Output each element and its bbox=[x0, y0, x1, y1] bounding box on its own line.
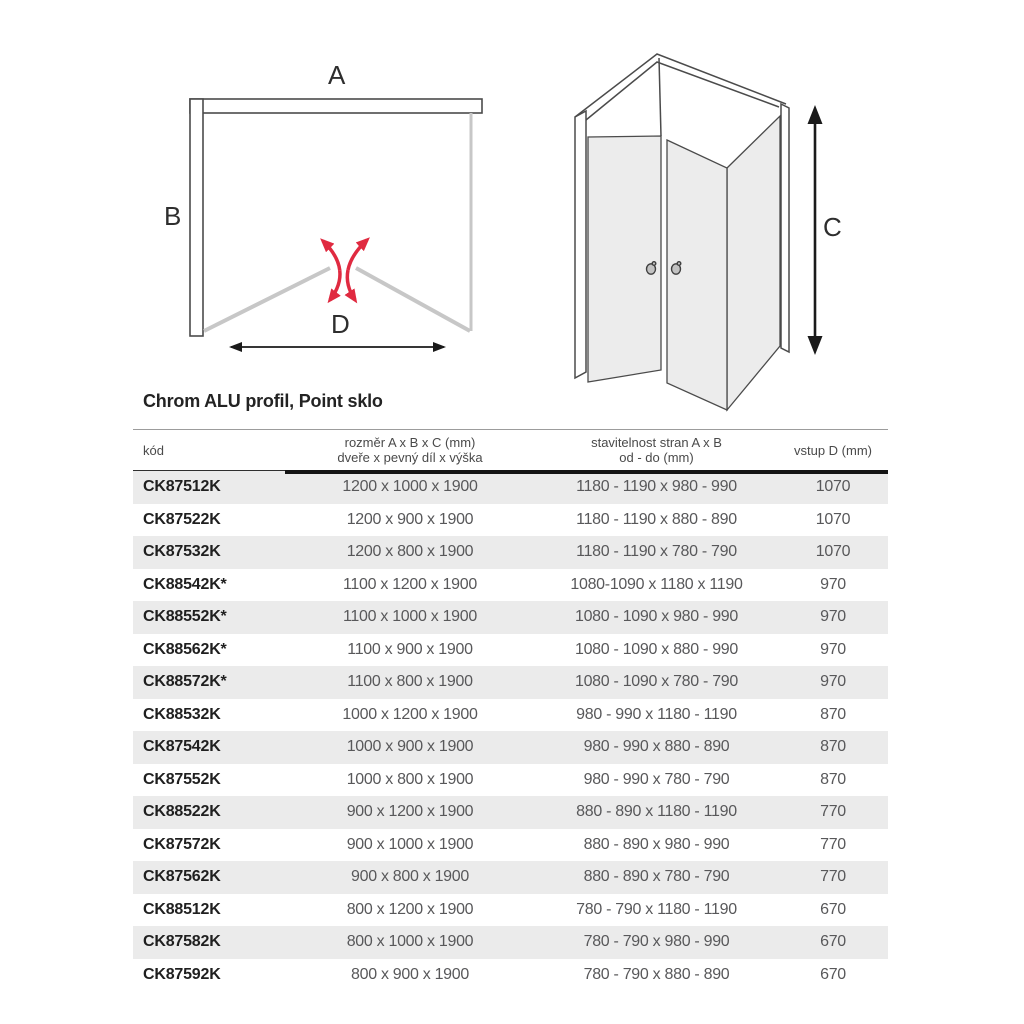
plan-view-diagram bbox=[140, 55, 485, 365]
entry-width-cell: 670 bbox=[820, 933, 846, 951]
header-adjustability-line1: stavitelnost stran A x B bbox=[591, 435, 722, 450]
adjustability-cell: 880 - 890 x 780 - 790 bbox=[583, 868, 730, 886]
product-code-cell: CK87552K bbox=[143, 770, 221, 788]
dimensions-cell: 800 x 1200 x 1900 bbox=[346, 900, 474, 918]
entry-width-cell: 870 bbox=[820, 705, 846, 723]
top-frame bbox=[575, 54, 786, 136]
product-code-cell: CK88522K bbox=[143, 803, 221, 821]
table-header-row bbox=[133, 429, 888, 471]
wall-profile-right-iso bbox=[781, 104, 789, 352]
adjustability-cell: 780 - 790 x 1180 - 1190 bbox=[576, 900, 737, 918]
table-row bbox=[133, 601, 888, 634]
dimensions-cell: 900 x 800 x 1900 bbox=[351, 868, 469, 886]
entry-width-cell: 1070 bbox=[815, 543, 851, 561]
adjustability-cell: 980 - 990 x 780 - 790 bbox=[583, 770, 730, 788]
table-row bbox=[133, 959, 888, 992]
product-code-cell: CK87582K bbox=[143, 933, 221, 951]
product-code-cell: CK87532K bbox=[143, 543, 221, 561]
dimensions-cell: 1200 x 800 x 1900 bbox=[346, 543, 474, 561]
dimensions-cell: 900 x 1000 x 1900 bbox=[346, 835, 474, 853]
dimensions-cell: 1100 x 800 x 1900 bbox=[347, 673, 473, 691]
adjustability-cell: 1180 - 1190 x 880 - 890 bbox=[576, 510, 737, 528]
table-row bbox=[133, 569, 888, 602]
adjustability-cell: 1080-1090 x 1180 x 1190 bbox=[570, 575, 743, 593]
table-row bbox=[133, 829, 888, 862]
entry-width-cell: 970 bbox=[820, 575, 846, 593]
section-title: Chrom ALU profil, Point sklo bbox=[143, 391, 383, 411]
entry-width-cell: 770 bbox=[820, 835, 846, 853]
table-row bbox=[133, 926, 888, 959]
entry-width-cell: 670 bbox=[820, 965, 846, 983]
header-adjustability bbox=[535, 435, 778, 465]
iso-view-diagram bbox=[555, 45, 850, 425]
entry-width-cell: 670 bbox=[820, 900, 846, 918]
product-code-cell: CK87542K bbox=[143, 738, 221, 756]
product-code-cell: CK87522K bbox=[143, 510, 221, 528]
product-code-cell: CK87572K bbox=[143, 835, 221, 853]
dimension-label-a: A bbox=[328, 60, 346, 90]
door-panel-left bbox=[588, 136, 661, 382]
product-code-cell: CK88572K* bbox=[143, 673, 227, 691]
dimension-c-arrow-icon bbox=[808, 105, 823, 355]
adjustability-cell: 780 - 790 x 880 - 890 bbox=[583, 965, 730, 983]
dimensions-cell: 1100 x 1200 x 1900 bbox=[343, 575, 477, 593]
entry-width-cell: 970 bbox=[820, 608, 846, 626]
header-dimensions-line2: dveře x pevný díl x výška bbox=[337, 450, 483, 465]
table-row bbox=[133, 764, 888, 797]
entry-width-cell: 1070 bbox=[815, 510, 851, 528]
header-entry: vstup D (mm) bbox=[794, 442, 872, 458]
table-rows bbox=[133, 471, 888, 991]
entry-width-cell: 870 bbox=[820, 770, 846, 788]
dimensions-cell: 1100 x 900 x 1900 bbox=[347, 640, 473, 658]
table-row bbox=[133, 666, 888, 699]
door-panel-right bbox=[667, 140, 727, 410]
adjustability-cell: 780 - 790 x 980 - 990 bbox=[583, 933, 730, 951]
product-code-cell: CK87512K bbox=[143, 478, 221, 496]
header-code: kód bbox=[143, 442, 164, 458]
table-row bbox=[133, 634, 888, 667]
product-code-cell: CK88532K bbox=[143, 705, 221, 723]
door-leaf-right-line bbox=[356, 268, 470, 331]
dimensions-cell: 1000 x 1200 x 1900 bbox=[342, 705, 478, 723]
spec-table bbox=[133, 429, 888, 991]
adjustability-cell: 980 - 990 x 1180 - 1190 bbox=[576, 705, 737, 723]
adjustability-cell: 1180 - 1190 x 780 - 790 bbox=[576, 543, 737, 561]
entry-width-cell: 870 bbox=[820, 738, 846, 756]
product-code-cell: CK88512K bbox=[143, 900, 221, 918]
table-row bbox=[133, 504, 888, 537]
dimension-label-b: B bbox=[164, 201, 182, 231]
adjustability-cell: 1080 - 1090 x 780 - 790 bbox=[574, 673, 738, 691]
dimension-label-c: C bbox=[823, 212, 842, 242]
adjustability-cell: 880 - 890 x 1180 - 1190 bbox=[576, 803, 737, 821]
table-row bbox=[133, 861, 888, 894]
dimensions-cell: 1100 x 1000 x 1900 bbox=[343, 608, 477, 626]
dimensions-cell: 900 x 1200 x 1900 bbox=[346, 803, 474, 821]
wall-profile-left bbox=[190, 99, 203, 336]
product-code-cell: CK88542K* bbox=[143, 575, 227, 593]
dimension-label-d: D bbox=[331, 309, 350, 339]
header-dimensions bbox=[285, 435, 535, 465]
dimensions-cell: 800 x 1000 x 1900 bbox=[346, 933, 474, 951]
entry-width-cell: 770 bbox=[820, 868, 846, 886]
wall-profile-left-iso bbox=[575, 111, 586, 378]
entry-width-cell: 970 bbox=[820, 640, 846, 658]
adjustability-cell: 980 - 990 x 880 - 890 bbox=[583, 738, 730, 756]
entry-width-cell: 770 bbox=[820, 803, 846, 821]
table-row bbox=[133, 536, 888, 569]
adjustability-cell: 880 - 890 x 980 - 990 bbox=[583, 835, 730, 853]
header-adjustability-line2: od - do (mm) bbox=[619, 450, 694, 465]
dimensions-cell: 800 x 900 x 1900 bbox=[351, 965, 469, 983]
fixed-glass-panel bbox=[727, 116, 780, 410]
header-dimensions-line1: rozměr A x B x C (mm) bbox=[344, 435, 476, 450]
product-code-cell: CK87562K bbox=[143, 868, 221, 886]
header-underline bbox=[285, 470, 888, 474]
product-code-cell: CK87592K bbox=[143, 965, 221, 983]
table-row bbox=[133, 894, 888, 927]
entry-width-cell: 970 bbox=[820, 673, 846, 691]
table-row bbox=[133, 731, 888, 764]
dimensions-cell: 1200 x 900 x 1900 bbox=[346, 510, 474, 528]
dimensions-cell: 1000 x 900 x 1900 bbox=[346, 738, 474, 756]
dimensions-cell: 1200 x 1000 x 1900 bbox=[342, 478, 478, 496]
product-code-cell: CK88552K* bbox=[143, 608, 227, 626]
adjustability-cell: 1080 - 1090 x 880 - 990 bbox=[574, 640, 738, 658]
adjustability-cell: 1080 - 1090 x 980 - 990 bbox=[574, 608, 738, 626]
door-leaf-left-line bbox=[204, 268, 330, 331]
table-row bbox=[133, 699, 888, 732]
dimensions-cell: 1000 x 800 x 1900 bbox=[346, 770, 474, 788]
adjustability-cell: 1180 - 1190 x 980 - 990 bbox=[576, 478, 737, 496]
wall-profile-top bbox=[190, 99, 482, 113]
table-row bbox=[133, 471, 888, 504]
product-code-cell: CK88562K* bbox=[143, 640, 227, 658]
table-row bbox=[133, 796, 888, 829]
door-knob-icon bbox=[647, 262, 681, 275]
entry-width-cell: 1070 bbox=[815, 478, 851, 496]
